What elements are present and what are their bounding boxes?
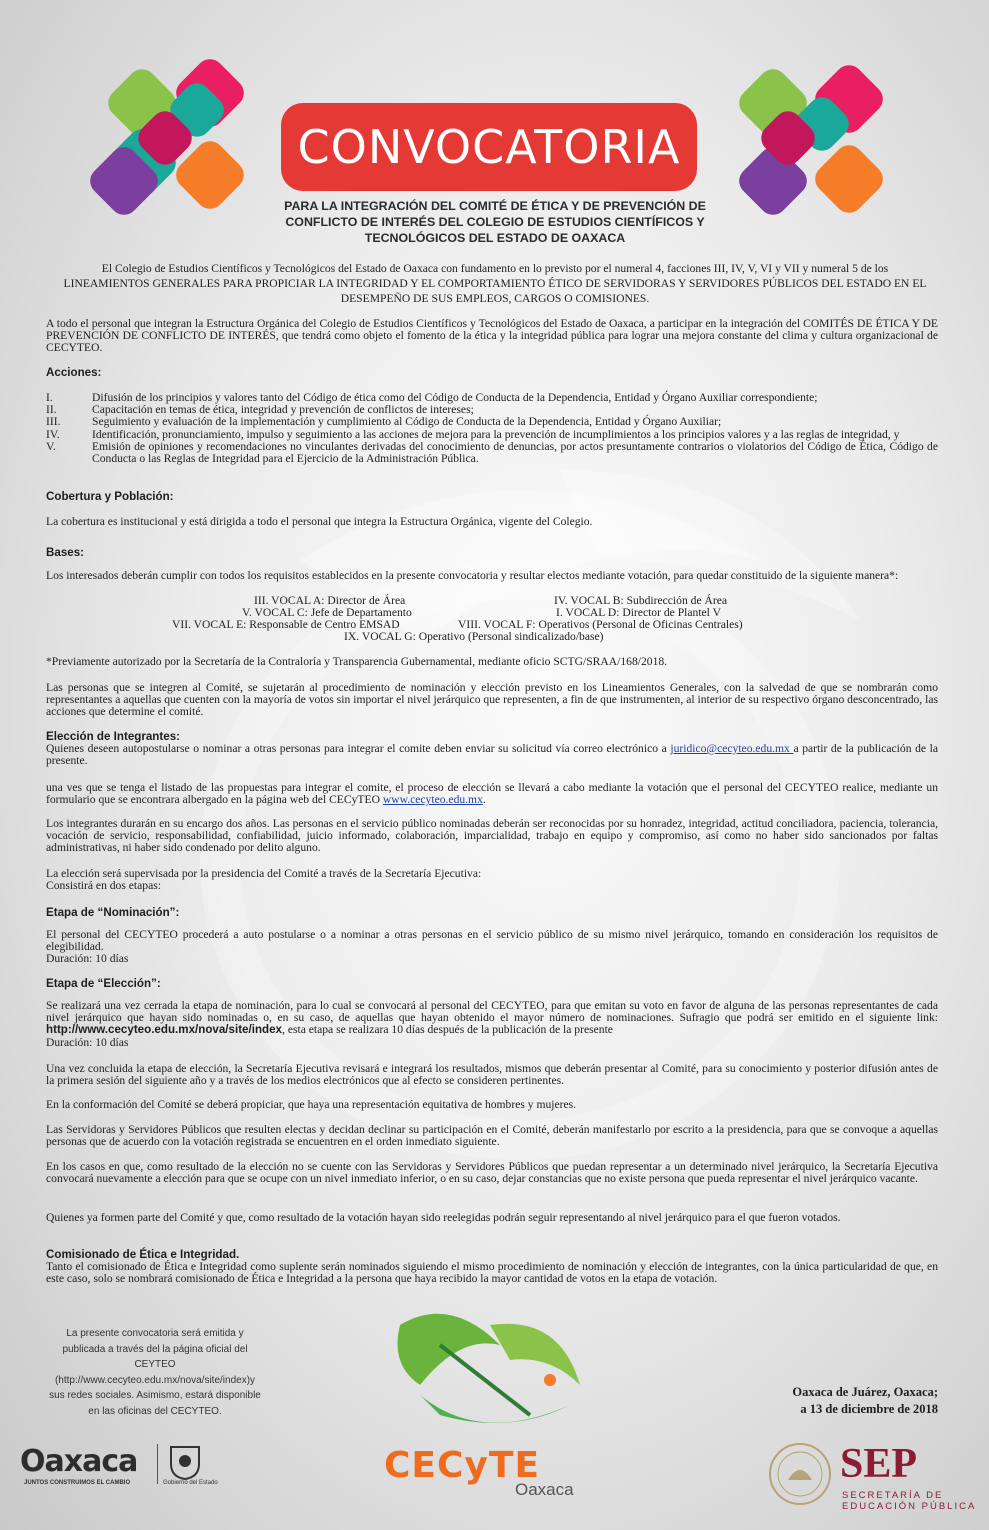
closing-paragraph-2: En la conformación del Comité se deberá propiciar, que haya una representación equitativa de hombres y mujeres. xyxy=(46,1098,577,1111)
eleccion-heading: Elección de Integrantes: xyxy=(46,730,181,743)
oaxaca-logo: Oaxaca xyxy=(20,1444,138,1479)
vocal-item: V. VOCAL C: Jefe de Departamento xyxy=(242,606,412,619)
cecyte-logo-text: CECyTE xyxy=(384,1445,541,1486)
vocal-item: IX. VOCAL G: Operativo (Personal sindicalizado/base) xyxy=(344,630,604,643)
eleccion-paragraph-1: Quienes deseen autopostularse o nominar a otras personas para integrar el comite deben enviar su solicitud vía correo electrónico a juridico@cecyteo.edu.mx a partir de la publicación de la presente. xyxy=(46,742,938,768)
divider xyxy=(157,1444,158,1484)
closing-paragraph-3: Las Servidoras y Servidores Públicos que resulten electas y decidan declinar su participación en el Comité, deberán manifestarlo por escrito a la presidencia, para que se convoque a aquellas personas que de acuerdo con la votación registrada se encuentren en el orden inmediato siguiente. xyxy=(46,1123,938,1149)
vocal-item: I. VOCAL D: Director de Plantel V xyxy=(556,606,721,619)
eleccion-paragraph-2: una ves que se tenga el listado de las propuestas para integrar el comite, el proceso de elección se llevará a cabo mediante la votación que el personal del CECYTEO realice, mediante un formulario que se encontrara albergado en la página web del CECyTEO www.cecyteo.edu.mx. xyxy=(46,781,938,807)
eleccion-etapa-duration: Duración: 10 días xyxy=(46,1036,129,1049)
closing-paragraph-5: Quienes ya formen parte del Comité y que, como resultado de la votación hayan sido reelegidas podrán seguir representando al nivel jerárquico para el que fueron votados. xyxy=(46,1211,841,1224)
national-seal-icon xyxy=(768,1442,832,1506)
nominacion-heading: Etapa de “Nominación”: xyxy=(46,906,180,919)
list-item: II. Capacitación en temas de ética, integridad y prevención de conflictos de intereses; xyxy=(46,403,474,417)
cobertura-heading: Cobertura y Población: xyxy=(46,490,174,503)
state-seal-icon xyxy=(168,1444,202,1480)
comisionado-text: Tanto el comisionado de Ética e Integridad como suplente serán nominados siguiendo el mismo procedimiento de nominación y elección de integrantes, con la única particularidad de que, en este caso, solo se nombrará comisionado de Ética e Integridad a la persona que haya recibido la mayor cantidad de votos en la etapa de votación. xyxy=(46,1260,938,1286)
vocal-item: VIII. VOCAL F: Operativos (Personal de Oficinas Centrales) xyxy=(458,618,743,631)
bases-procedure: Las personas que se integren al Comité, se sujetarán al procedimiento de nominación y elección previsto en los Lineamientos Generales, con la salvedad de que se nombrarán como representantes a aquellas que cuenten con la mayoría de votos sin importar el nivel jerárquico que representen, a fin de que instrumenten, al interior de su respectivo órgano desconcentrado, las acciones que determine el comité. xyxy=(46,681,938,719)
decorative-tiles-left xyxy=(90,65,260,225)
cobertura-text: La cobertura es institucional y está dirigida a todo el personal que integra la Estructura Orgánica, vigente del Colegio. xyxy=(46,515,593,528)
vocal-item: IV. VOCAL B: Subdirección de Área xyxy=(554,594,728,607)
sep-subtitle: SECRETARÍA DE EDUCACIÓN PÚBLICA xyxy=(842,1490,977,1512)
eleccion-etapa-heading: Etapa de “Elección”: xyxy=(46,977,161,990)
footer-note: La presente convocatoria será emitida y publicada a través del la página oficial del CEYTEO (http://www.cecyteo.edu.mx/nova/site/index)y sus redes sociales. Asimismo, estará disponible en las oficinas del CECYTEO. xyxy=(49,1328,261,1417)
eleccion-paragraph-4b: Consistirá en dos etapas: xyxy=(46,879,161,892)
vote-link[interactable]: http://www.cecyteo.edu.mx/nova/site/index xyxy=(46,1023,283,1037)
list-item: IV. Identificación, pronunciamiento, impulso y seguimiento a las acciones de mejora para la prevención de incumplimientos a los principios valores y a las reglas de integridad, y xyxy=(46,427,900,441)
list-item: I. Difusión de los principios y valores tanto del Código de ética como del Código de Conducta de la Dependencia, Entidad y Órgano Auxiliar correspondiente; xyxy=(46,391,818,404)
acciones-list xyxy=(46,392,938,465)
eleccion-paragraph-4a: La elección será supervisada por la presidencia del Comité a través de la Secretaría Ejecutiva: xyxy=(46,867,482,880)
bases-text: Los interesados deberán cumplir con todos los requisitos establecidos en la presente convocatoria y resultar electos mediante votación, para quedar constituido de la siguiente manera*: xyxy=(46,569,899,582)
comisionado-heading: Comisionado de Ética e Integridad. xyxy=(46,1248,240,1261)
issue-date xyxy=(720,1384,938,1418)
intro-paragraph: El Colegio de Estudios Científicos y Tecnológicos del Estado de Oaxaca con fundamento en lo previsto por el numeral 4, facciones III, IV, V, VI y VII y numeral 5 de los LINEAMIENTOS GENERALES PARA PROPICIAR LA INTEGRIDAD Y EL COMPORTAMIENTO ÉTICO DE SERVIDORAS Y SERVIDORES PÚBLICOS DEL ESTADO EN EL DESEMPEÑO DE SUS EMPLEOS, CARGOS O COMISIONES. xyxy=(63,262,927,305)
page-subtitle: PARA LA INTEGRACIÓN DEL COMITÉ DE ÉTICA Y DE PREVENCIÓN DE CONFLICTO DE INTERÉS DEL COLEGIO DE ESTUDIOS CIENTÍFICOS Y TECNOLÓGICOS DEL ESTADO DE OAXACA xyxy=(284,199,706,245)
cecyte-logo-icon xyxy=(380,1305,600,1455)
website-link[interactable]: www.cecyteo.edu.mx xyxy=(382,793,483,807)
nominacion-duration: Duración: 10 días xyxy=(46,952,129,965)
email-link[interactable]: juridico@cecyteo.edu.mx xyxy=(670,742,794,755)
decorative-tiles-right xyxy=(735,65,905,225)
nominacion-text: El personal del CECYTEO procederá a auto postularse o a nominar a otras personas en el servicio público de su mismo nivel jerárquico, tomando en consideración los requisitos de elegibilidad. xyxy=(46,928,938,954)
issue-place: Oaxaca de Juárez, Oaxaca; xyxy=(792,1385,938,1399)
eleccion-etapa-text: Se realizará una vez cerrada la etapa de nominación, para lo cual se convocará al personal del CECYTEO, para que emitan su voto en favor de alguna de las personas representantes de cada nivel jerárquico que hayan sido nominadas o, en su caso, de aquellas que hayan obtenido el mayor número de nominaciones. Sufragio que podrá ser emitido en el siguiente link: http://www.cecyteo.edu.mx/nova/site/index, esta etapa se realizara 10 días después de la publicación de la presente xyxy=(46,999,938,1037)
vocal-item: III. VOCAL A: Director de Área xyxy=(254,594,406,607)
issue-day: a 13 de diciembre de 2018 xyxy=(800,1402,938,1416)
page-title: CONVOCATORIA xyxy=(281,103,697,191)
invitation-paragraph: A todo el personal que integran la Estructura Orgánica del Colegio de Estudios Científicos y Tecnológicos del Estado de Oaxaca, a participar en la integración del COMITÉS DE ÉTICA Y DE PREVENCIÓN DE CONFLICTO DE INTERÉS, que tendrá como objeto el fomento de la ética y la integridad pública para lograr una mejora constante del clima y cultura organizacional de CECYTEO. xyxy=(46,317,938,355)
bases-note: *Previamente autorizado por la Secretaría de la Contraloría y Transparencia Gubernamental, mediante oficio SCTG/SRAA/168/2018. xyxy=(46,655,668,668)
bases-heading: Bases: xyxy=(46,546,85,559)
list-item: III. Seguimiento y evaluación de la implementación y cumplimiento al Código de Conducta de la Dependencia, Entidad y Órgano Auxiliar; xyxy=(46,415,722,429)
list-item: V. Emisión de opiniones y recomendaciones no vinculantes derivadas del conocimiento de denuncias, por actos presuntamente contrarios o violatorios del Código de Ética, Código de Conducta o las Reglas de Integridad para el Ejercicio de la Administración Pública. xyxy=(46,439,938,466)
sep-logo: SEP xyxy=(840,1441,918,1487)
vocal-item: VII. VOCAL E: Responsable de Centro EMSAD xyxy=(172,618,400,631)
acciones-heading: Acciones: xyxy=(46,366,102,379)
closing-paragraph-4: En los casos en que, como resultado de la elección no se cuente con las Servidoras y Servidores Públicos que puedan representar a un determinado nivel jerárquico, la Secretaría Ejecutiva convocará nuevamente a elección para que se ocupe con un nivel inmediato inferior, o en su caso, dejar constancias que no existe persona que pueda representar el nivel jerárquico vacante. xyxy=(46,1160,938,1186)
eleccion-paragraph-3: Los integrantes durarán en su encargo dos años. Las personas en el servicio público nominadas deberán ser reconocidas por su honradez, integridad, actitud conciliadora, paciencia, tolerancia, vocación de servicio, responsabilidad, confiabilidad, juicio informado, colaboración, imparcialidad, trabajo en equipo y compromiso, así como no haber sido sancionados por faltas administrativas, ni haber sido condenado por delito alguno. xyxy=(46,817,938,855)
closing-paragraph-1: Una vez concluida la etapa de elección, la Secretaría Ejecutiva revisará e integrará los resultados, mismos que deberán presentar al Comité, para su conocimiento y posterior difusión antes de la primera sesión del siguiente año y a través de los medios electrónicos que al efecto se consideren pertinentes. xyxy=(46,1062,938,1088)
gobierno-tagline: Gobierno del Estado xyxy=(163,1480,218,1486)
cecyte-logo-subtext: Oaxaca xyxy=(515,1480,574,1499)
oaxaca-tagline: JUNTOS CONSTRUIMOS EL CAMBIO xyxy=(24,1480,131,1486)
